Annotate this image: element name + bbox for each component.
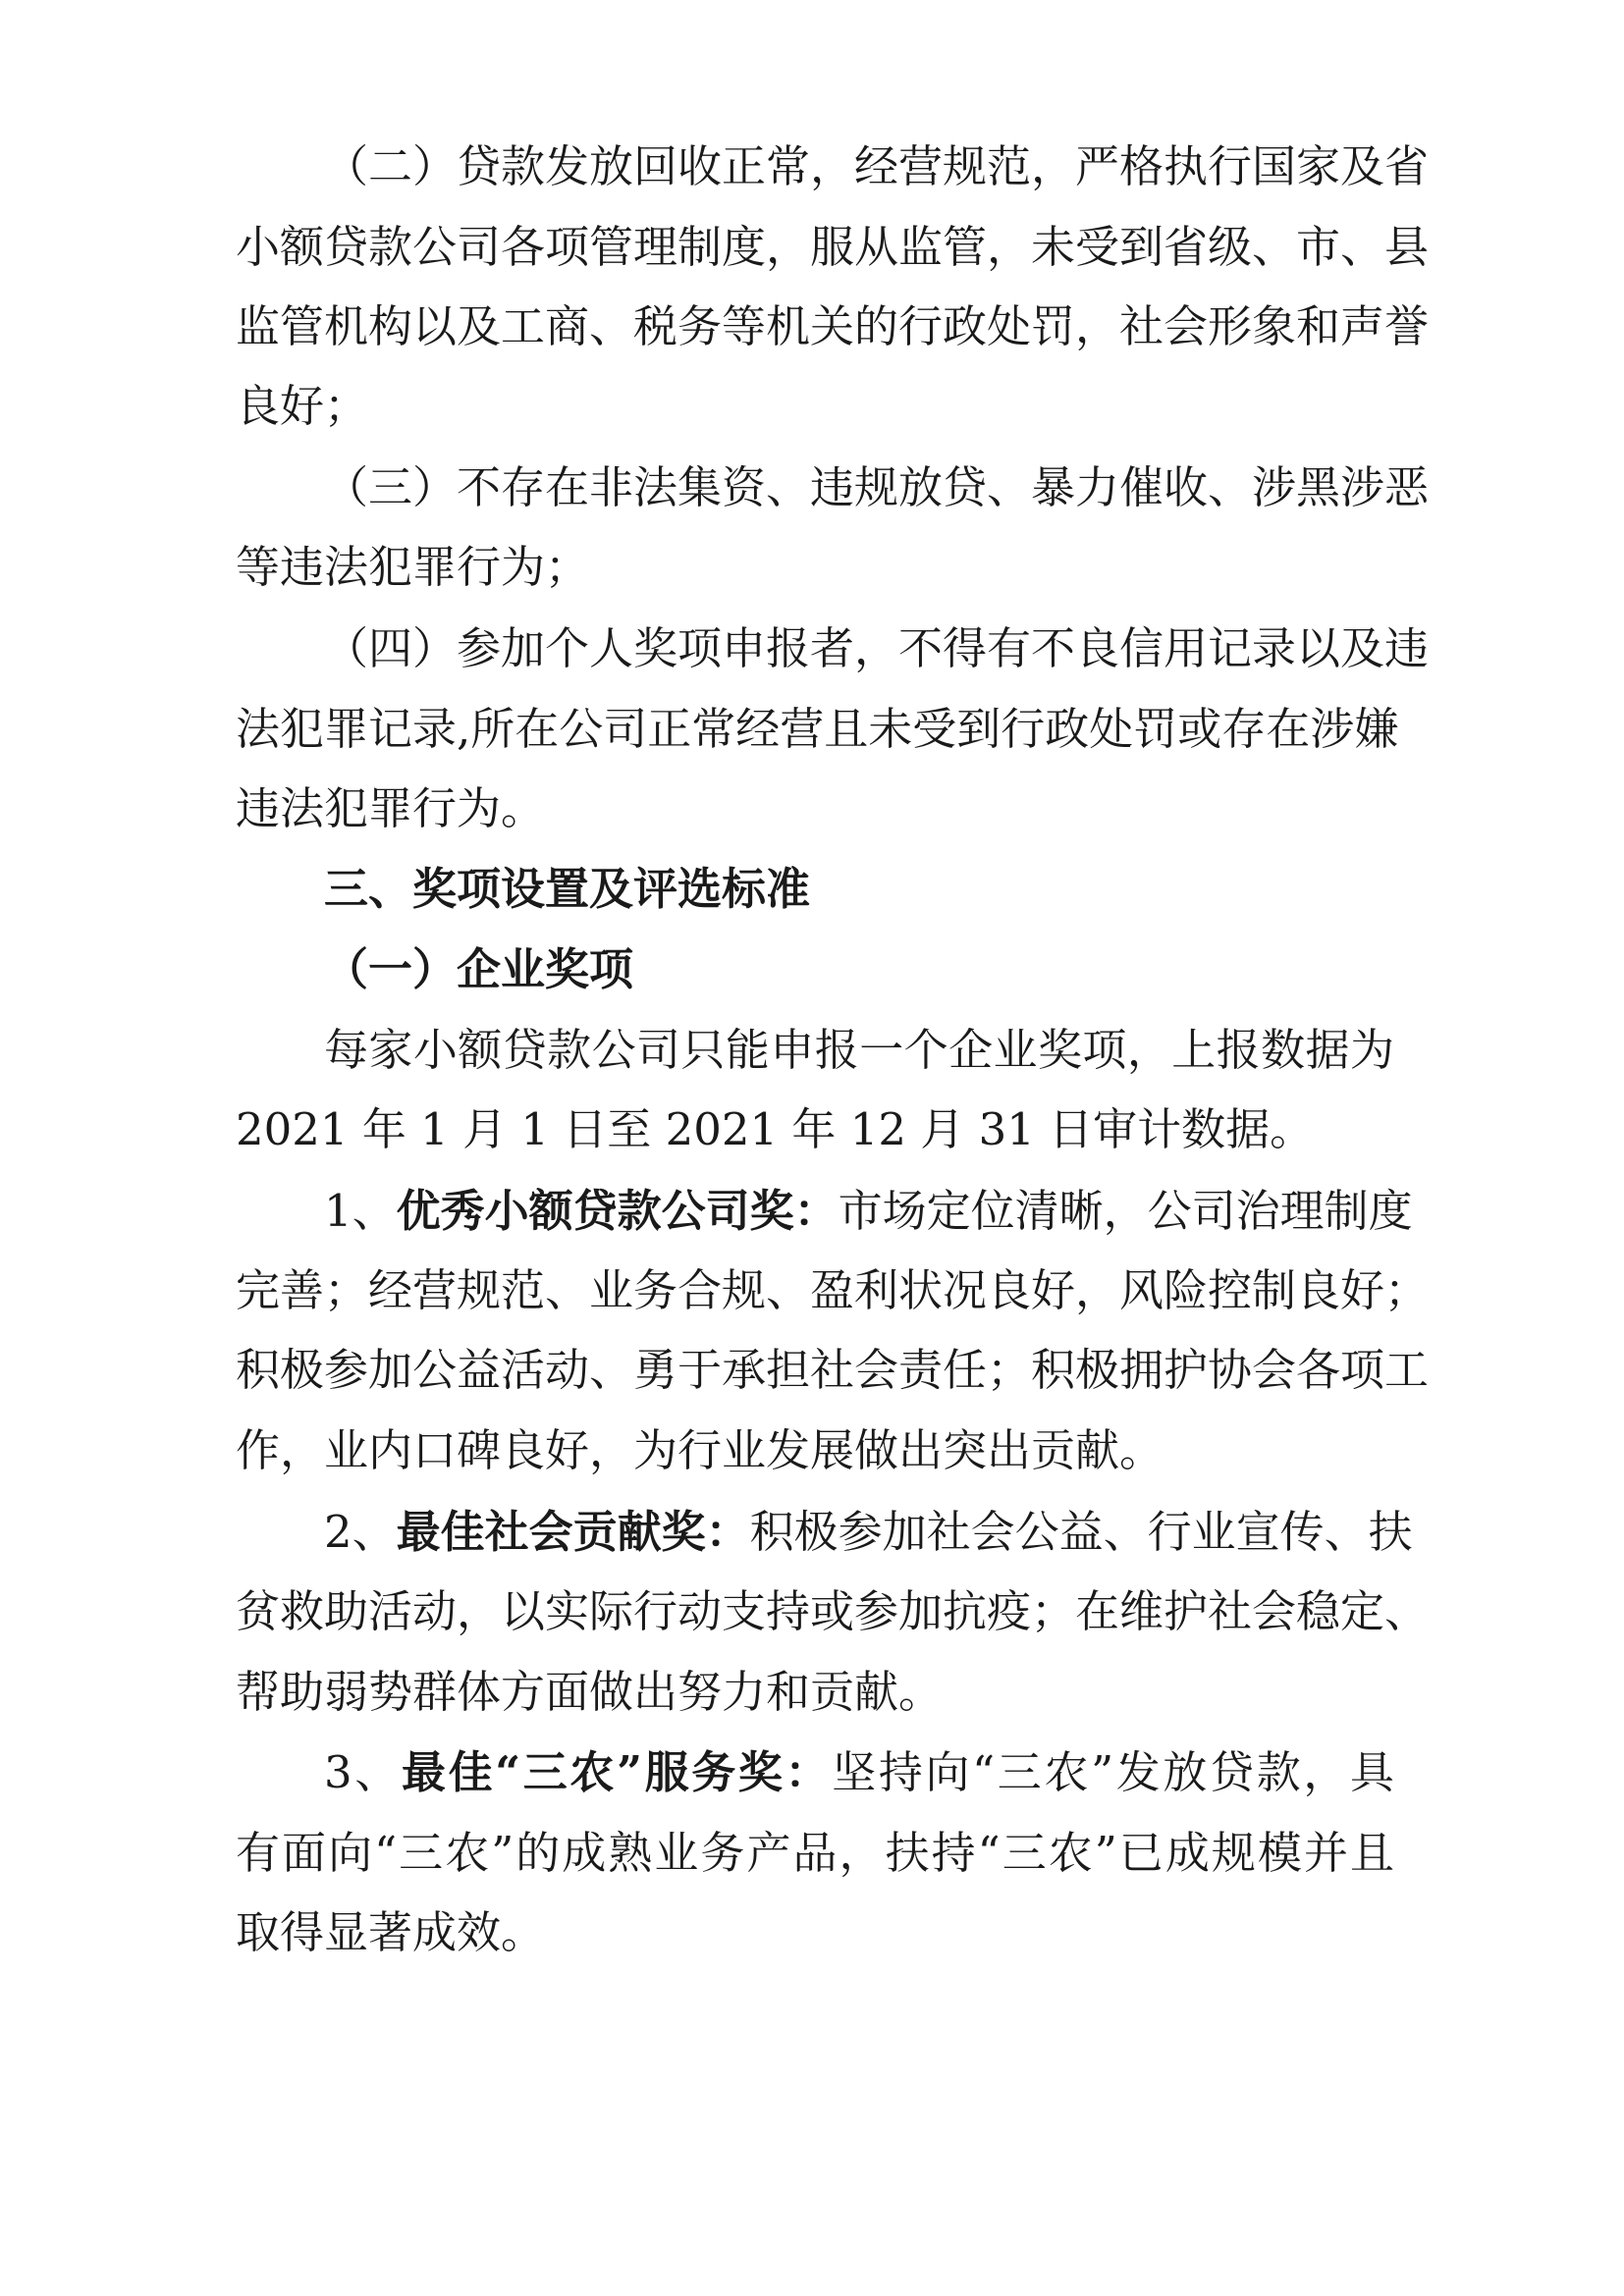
paragraph-line: 小额贷款公司各项管理制度，服从监管，未受到省级、市、县 <box>236 221 1430 273</box>
award-description: 市场定位清晰，公司治理制度 <box>838 1185 1413 1237</box>
paragraph-line: 贫救助活动，以实际行动支持或参加抗疫；在维护社会稳定、 <box>236 1585 1430 1637</box>
section-heading: 三、奖项设置及评选标准 <box>324 863 811 915</box>
award-number: 2、 <box>324 1506 397 1558</box>
paragraph-line: 完善；经营规范、业务合规、盈利状况良好，风险控制良好； <box>236 1264 1430 1316</box>
award-description: 坚持向“三农”发放贷款，具 <box>832 1746 1394 1798</box>
paragraph-line: 等违法犯罪行为； <box>236 541 590 593</box>
paragraph-line: 良好； <box>236 380 369 432</box>
paragraph-line: 违法犯罪行为。 <box>236 782 546 834</box>
paragraph-line: （三）不存在非法集资、违规放贷、暴力催收、涉黑涉恶 <box>324 461 1430 513</box>
paragraph-line: 作，业内口碑良好，为行业发展做出突出贡献。 <box>236 1424 1164 1476</box>
subsection-heading: （一）企业奖项 <box>324 943 634 995</box>
paragraph-line: 法犯罪记录,所在公司正常经营且未受到行政处罚或存在涉嫌 <box>236 703 1399 755</box>
award-number: 1、 <box>324 1185 397 1237</box>
paragraph-line: 有面向“三农”的成熟业务产品，扶持“三农”已成规模并且 <box>236 1827 1394 1879</box>
paragraph-line: （四）参加个人奖项申报者，不得有不良信用记录以及违 <box>324 622 1430 674</box>
award-item-line <box>324 1169 1413 1254</box>
paragraph-line: 2021 年 1 月 1 日至 2021 年 12 月 31 日审计数据。 <box>236 1103 1315 1155</box>
award-description: 积极参加社会公益、行业宣传、扶 <box>749 1506 1413 1558</box>
award-item-line <box>324 1490 1413 1575</box>
award-title: 优秀小额贷款公司奖： <box>396 1185 839 1237</box>
award-number: 3、 <box>324 1746 402 1798</box>
award-title: 最佳社会贡献奖： <box>396 1506 750 1558</box>
award-title: 最佳“三农”服务奖： <box>401 1746 833 1798</box>
paragraph-line: 积极参加公益活动、勇于承担社会责任；积极拥护协会各项工 <box>236 1344 1430 1396</box>
paragraph-line: 帮助弱势群体方面做出努力和贡献。 <box>236 1666 944 1718</box>
award-item-line <box>324 1731 1394 1815</box>
paragraph-line: 监管机构以及工商、税务等机关的行政处罚，社会形象和声誉 <box>236 300 1430 352</box>
paragraph-line: 取得显著成效。 <box>236 1906 546 1958</box>
paragraph-line: （二）贷款发放回收正常，经营规范，严格执行国家及省 <box>324 140 1430 192</box>
paragraph-line: 每家小额贷款公司只能申报一个企业奖项，上报数据为 <box>324 1024 1394 1076</box>
